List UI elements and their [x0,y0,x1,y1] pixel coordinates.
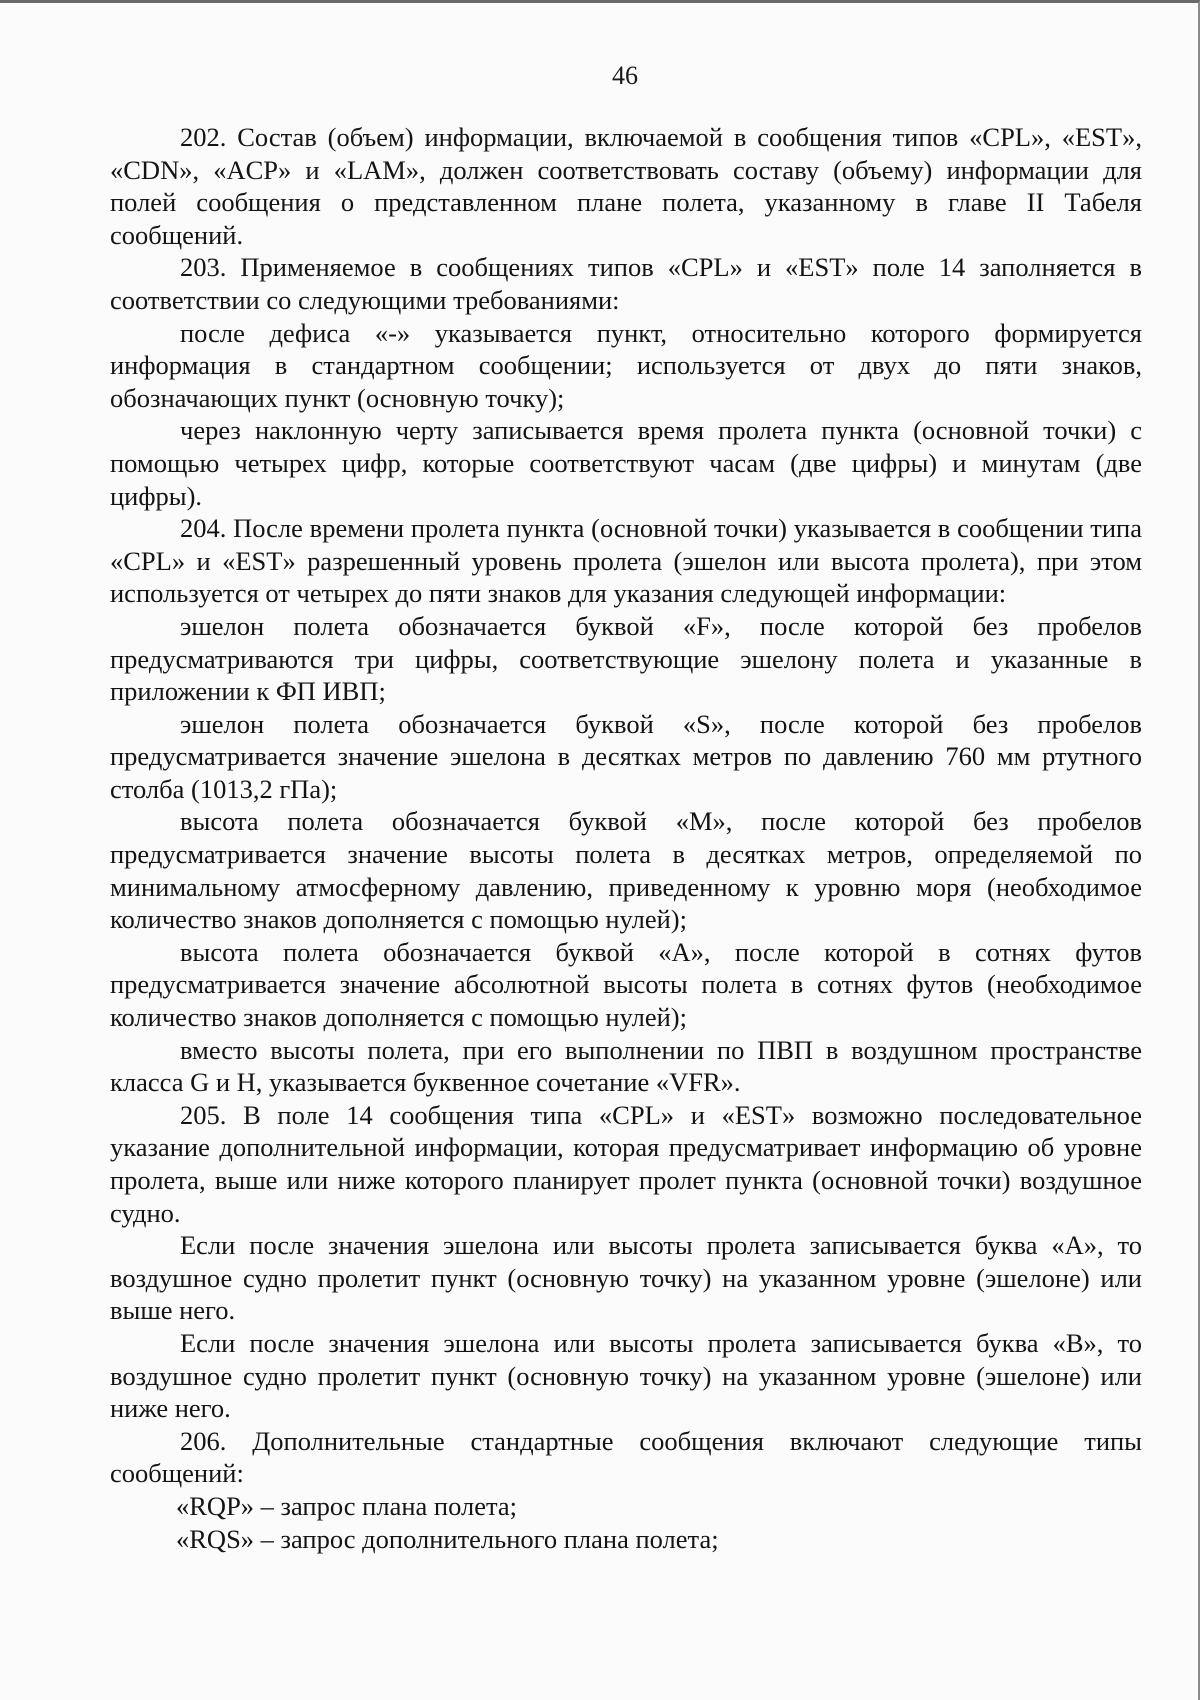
paragraph-204-vfr: вместо высоты полета, при его выполнении по ПВП в воздушном пространстве класса G и H, указывается буквенное сочетание «VFR». [110,1034,1142,1098]
paragraph-202: 202. Состав (объем) информации, включаемой в сообщения типов «CPL», «EST», «CDN», «ACP» и «LAM», должен соответствовать составу (объему) информации для полей сообщения о представленном плане полета, указанному в главе II Табеля сообщений. [110,122,1142,250]
paragraph-204-m-altitude: высота полета обозначается буквой «М», после которой без пробелов предусматривается значение высоты полета в десятках метров, определяемой по минимальному атмосферному давлению, приведенному к уровню моря (необходимое количество знаков дополняется с помощью нулей); [110,806,1142,935]
paragraph-204-s-level: эшелон полета обозначается буквой «S», после которой без пробелов предусматривается значение эшелона в десятках метров по давлению 760 мм ртутного столба (1013,2 гПа); [110,708,1142,804]
paragraph-203: 203. Применяемое в сообщениях типов «CPL» и «EST» поле 14 заполняется в соответствии со следующими требованиями: [110,252,1142,315]
paragraph-203-slash-rule: через наклонную черту записывается время пролета пункта (основной точки) с помощью четырех цифр, которые соответствуют часам (две цифры) и минутам (две цифры). [110,415,1142,511]
list-item-rqp: «RQP» – запрос плана полета; [176,1490,517,1521]
paragraph-205: 205. В поле 14 сообщения типа «CPL» и «EST» возможно последовательное указание дополнительной информации, которая предусматривает информацию об уровне пролета, выше или ниже которого планирует пролет пункта (основной точки) воздушное судно. [110,1099,1142,1228]
paragraph-205-letter-a: Если после значения эшелона или высоты пролета записывается буква «А», то воздушное судно пролетит пункт (основную точку) на указанном уровне (эшелоне) или выше него. [110,1230,1142,1326]
paragraph-203-hyphen-rule: после дефиса «-» указывается пункт, относительно которого формируется информация в стандартном сообщении; используется от двух до пяти знаков, обозначающих пункт (основную точку); [110,317,1142,413]
paragraph-205-letter-b: Если после значения эшелона или высоты пролета записывается буква «В», то воздушное судно пролетит пункт (основную точку) на указанном уровне (эшелоне) или ниже него. [110,1327,1142,1424]
document-body [110,121,1142,1555]
list-item-rqs: «RQS» – запрос дополнительного плана полета; [176,1523,719,1554]
paragraph-204-a-altitude: высота полета обозначается буквой «А», после которой в сотнях футов предусматривается значение абсолютной высоты полета в сотнях футов (необходимое количество знаков дополняется с помощью нулей); [110,936,1142,1033]
paragraph-206: 206. Дополнительные стандартные сообщения включают следующие типы сообщений: [110,1425,1142,1489]
paragraph-204-f-level: эшелон полета обозначается буквой «F», после которой без пробелов предусматриваются три цифры, соответствующие эшелону полета и указанные в приложении к ФП ИВП; [110,610,1142,707]
page-number: 46 [612,61,638,90]
paragraph-204: 204. После времени пролета пункта (основной точки) указывается в сообщении типа «CPL» и «EST» разрешенный уровень пролета (эшелон или высота пролета), при этом используется от четырех до пяти знаков для указания следующей информации: [110,513,1142,609]
